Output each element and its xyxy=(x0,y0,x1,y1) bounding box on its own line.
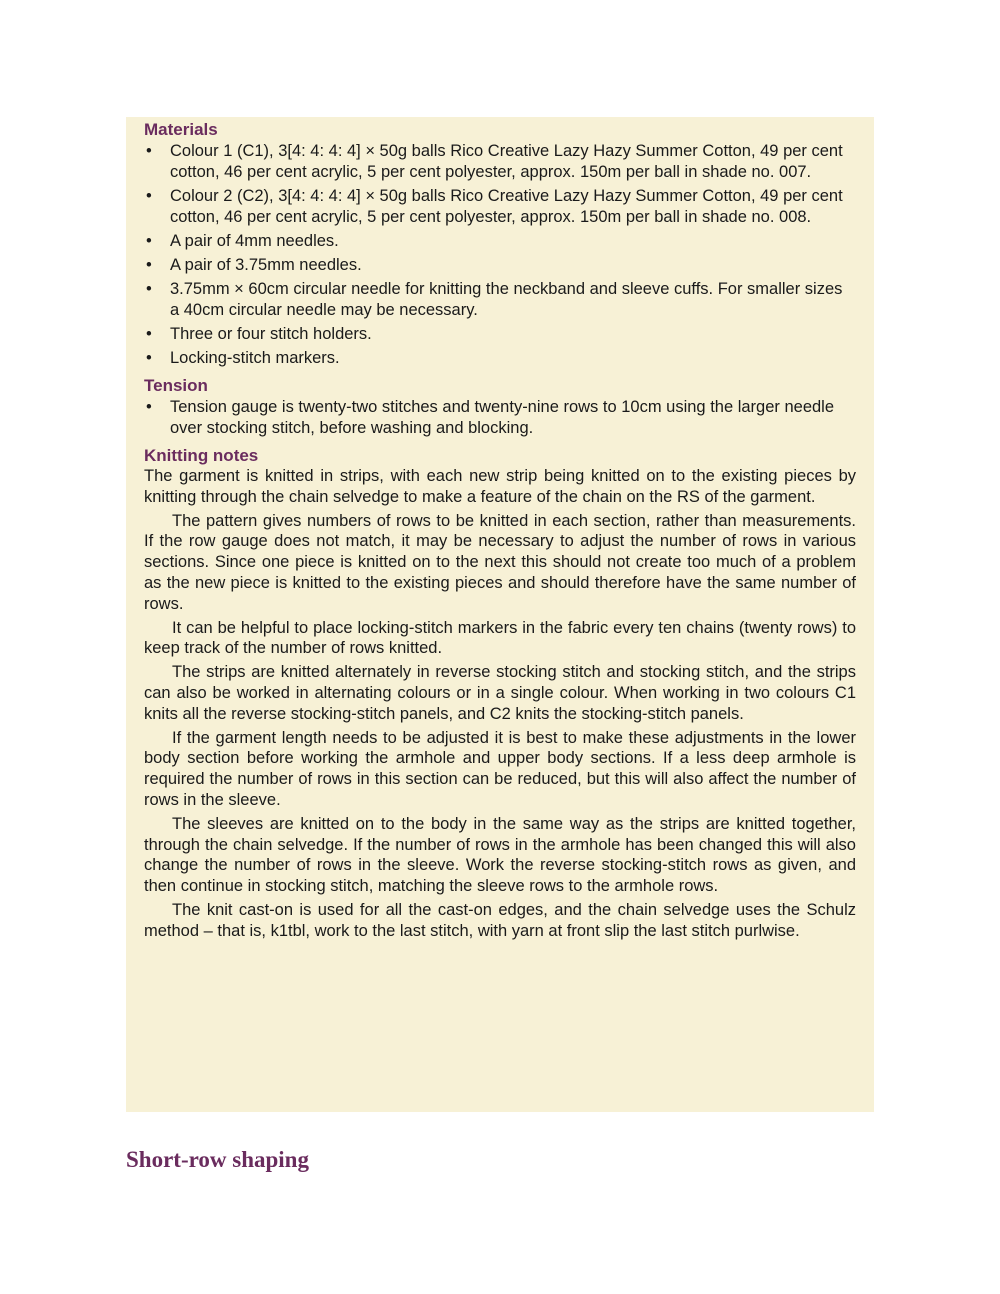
materials-heading: Materials xyxy=(144,120,218,139)
bullet-icon: • xyxy=(146,349,152,367)
materials-item: • Locking-stitch markers. xyxy=(146,349,340,367)
materials-item: • 3.75mm × 60cm circular needle for knitting the neckband and sleeve cuffs. For smaller sizes a 40cm circular needle may be necessary. xyxy=(146,280,843,319)
bullet-icon: • xyxy=(146,325,152,343)
section-title-short-row-shaping: Short-row shaping xyxy=(126,1147,309,1172)
materials-item: • A pair of 4mm needles. xyxy=(146,232,339,250)
bullet-icon: • xyxy=(146,398,152,416)
pattern-info-panel xyxy=(126,117,874,1112)
materials-item: • Colour 2 (C2), 3[4: 4: 4: 4] × 50g balls Rico Creative Lazy Hazy Summer Cotton, 49 per cent cotton, 46 per cent acrylic, 5 per cent polyester, approx. 150m per ball in shade no. 008. xyxy=(146,187,843,226)
bullet-icon: • xyxy=(146,142,152,160)
tension-heading: Tension xyxy=(144,376,208,395)
bullet-icon: • xyxy=(146,187,152,205)
knitting-notes-paragraph: The knit cast-on is used for all the cast-on edges, and the chain selvedge uses the Schulz method – that is, k1tbl, work to the last stitch, with yarn at front slip the last stitch purlwise. xyxy=(144,900,856,940)
materials-list xyxy=(144,141,856,369)
knitting-notes-paragraph: The garment is knitted in strips, with each new strip being knitted on to the existing pieces by knitting through the chain selvedge to make a feature of the chain on the RS of the garment. xyxy=(144,467,856,506)
tension-list xyxy=(144,397,856,439)
bullet-icon: • xyxy=(146,256,152,274)
knitting-notes-paragraph: The strips are knitted alternately in reverse stocking stitch and stocking stitch, and the strips can also be worked in alternating colours or in a single colour. When working in two colours C1 knits all the reverse stocking-stitch panels, and C2 knits the stocking-stitch panels. xyxy=(144,663,856,723)
tension-item: • Tension gauge is twenty-two stitches and twenty-nine rows to 10cm using the larger needle over stocking stitch, before washing and blocking. xyxy=(146,398,835,437)
bullet-icon: • xyxy=(146,280,152,298)
bullet-icon: • xyxy=(146,232,152,250)
knitting-notes-paragraph: If the garment length needs to be adjusted it is best to make these adjustments in the lower body section before working the armhole and upper body sections. If a less deep armhole is required the number of rows in this section can be reduced, but this will also affect the number of rows in the sleeve. xyxy=(144,728,856,809)
knitting-notes-paragraph: It can be helpful to place locking-stitch markers in the fabric every ten chains (twenty rows) to keep track of the number of rows knitted. xyxy=(144,618,856,658)
materials-item: • Colour 1 (C1), 3[4: 4: 4: 4] × 50g balls Rico Creative Lazy Hazy Summer Cotton, 49 per cent cotton, 46 per cent acrylic, 5 per cent polyester, approx. 150m per ball in shade no. 007. xyxy=(146,142,843,181)
knitting-notes-heading: Knitting notes xyxy=(144,446,259,465)
knitting-notes-paragraph: The pattern gives numbers of rows to be knitted in each section, rather than measurements. If the row gauge does not match, it may be necessary to adjust the number of rows in various sections. Since one piece is knitted on to the next this should not create too much of a problem as the new piece is knitted to the existing pieces and should therefore have the same number of rows. xyxy=(144,511,856,613)
materials-item: • Three or four stitch holders. xyxy=(146,325,372,343)
knitting-notes-paragraph: The sleeves are knitted on to the body in the same way as the strips are knitted together, through the chain selvedge. If the number of rows in the armhole has been changed this will also change the number of rows in the sleeve. Work the reverse stocking-stitch rows as given, and then continue in stocking stitch, matching the sleeve rows to the armhole rows. xyxy=(144,814,856,896)
materials-item: • A pair of 3.75mm needles. xyxy=(146,256,362,274)
